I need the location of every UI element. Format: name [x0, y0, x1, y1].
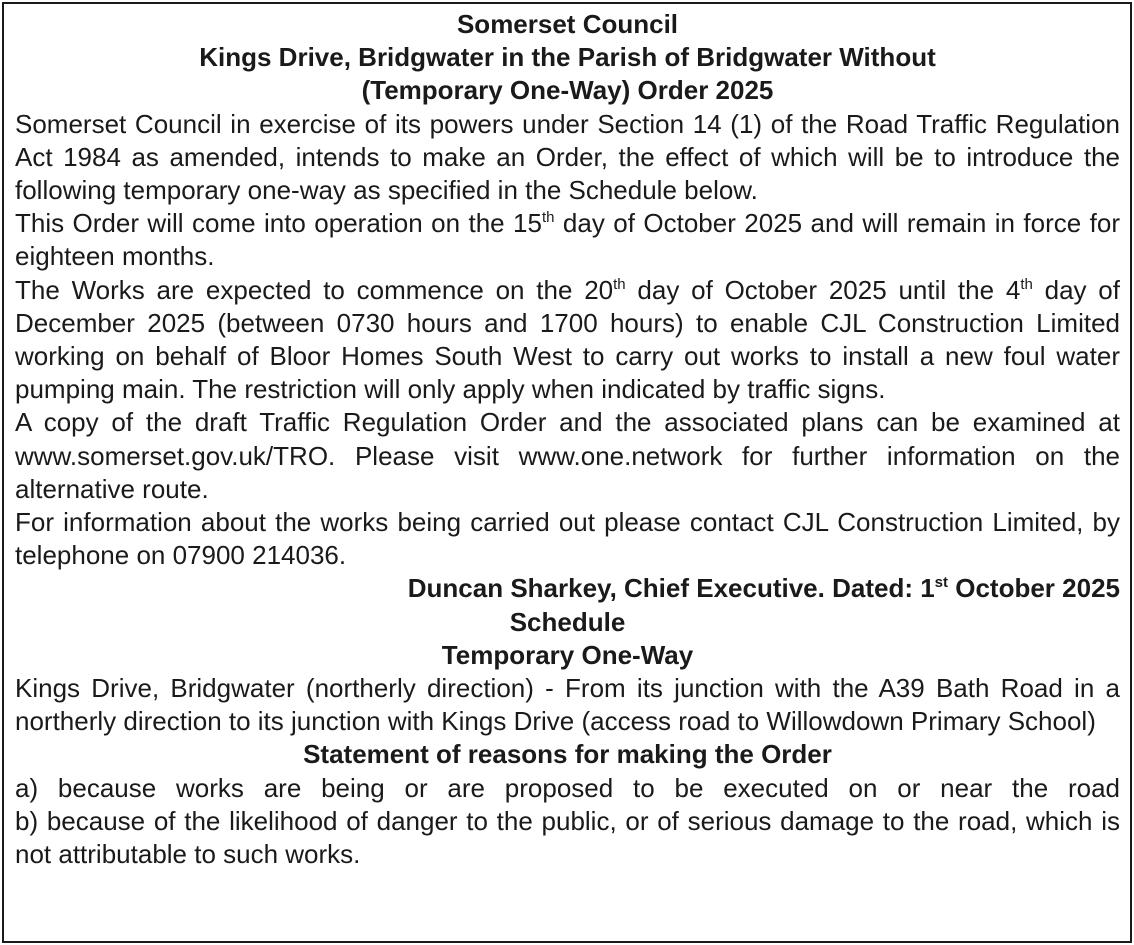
paragraph-contact: For information about the works being carried out please contact CJL Construction Limited, by telephone on 07900 214036. — [15, 507, 1120, 571]
paragraph-works — [15, 274, 1120, 407]
schedule-title: Schedule — [509, 606, 626, 637]
schedule-text: Kings Drive, Bridgwater (northerly direction) - From its junction with the A39 Bath Road in a northerly direction to its junction with Kings Drive (access road to Willowdown Primary School) — [15, 673, 1120, 737]
schedule-subtitle: Temporary One-Way — [441, 639, 694, 670]
paragraph-copy-examined: A copy of the draft Traffic Regulation Order and the associated plans can be examined at www.somerset.gov.uk/TRO. Please visit www.one.network for further information on the alternative route. — [15, 407, 1120, 504]
works-text-c: day of December 2025 (between 0730 hours and 1700 hours) to enable CJL Construction Limited working on behalf of Bloor Homes South West to carry out works to install a new foul water pumping main. The restriction will only apply when indicated by traffic signs. — [15, 274, 1120, 405]
works-ordinal-1: th — [613, 275, 626, 293]
operation-date-text-pre: This Order will come into operation on the 15 — [15, 208, 542, 239]
paragraph-powers: Somerset Council in exercise of its powers under Section 14 (1) of the Road Traffic Regulation Act 1984 as amended, intends to make an Order, the effect of which will be to introduce the following temporary one-way as specified in the Schedule below. — [15, 108, 1120, 206]
works-text-b: day of October 2025 until the 4 — [625, 274, 1021, 305]
signature-text-pre: Duncan Sharkey, Chief Executive. Dated: 1 — [407, 573, 935, 604]
notice-heading-order-name: Kings Drive, Bridgwater in the Parish of Bridgwater Without — [199, 42, 936, 73]
works-text-a: The Works are expected to commence on the 20 — [15, 274, 614, 305]
paragraph-operation-date — [15, 207, 1120, 273]
reason-a: a) because works are being or are proposed to be executed on or near the road — [15, 772, 1120, 803]
operation-date-text-post: day of October 2025 and will remain in force for eighteen months. — [15, 208, 1120, 272]
public-notice — [2, 2, 1132, 943]
signature-ordinal: st — [934, 574, 949, 592]
notice-heading-order-type: (Temporary One-Way) Order 2025 — [361, 75, 774, 106]
works-ordinal-2: th — [1020, 275, 1033, 293]
reasons-title: Statement of reasons for making the Order — [303, 739, 832, 770]
operation-date-ordinal: th — [541, 209, 555, 227]
signature-text-post: October 2025 — [948, 573, 1120, 604]
notice-heading-council: Somerset Council — [456, 9, 679, 39]
signature-line — [15, 572, 1120, 605]
reason-b: b) because of the likelihood of danger to the public, or of serious damage to the road, which is not attributable to such works. — [15, 805, 1120, 870]
